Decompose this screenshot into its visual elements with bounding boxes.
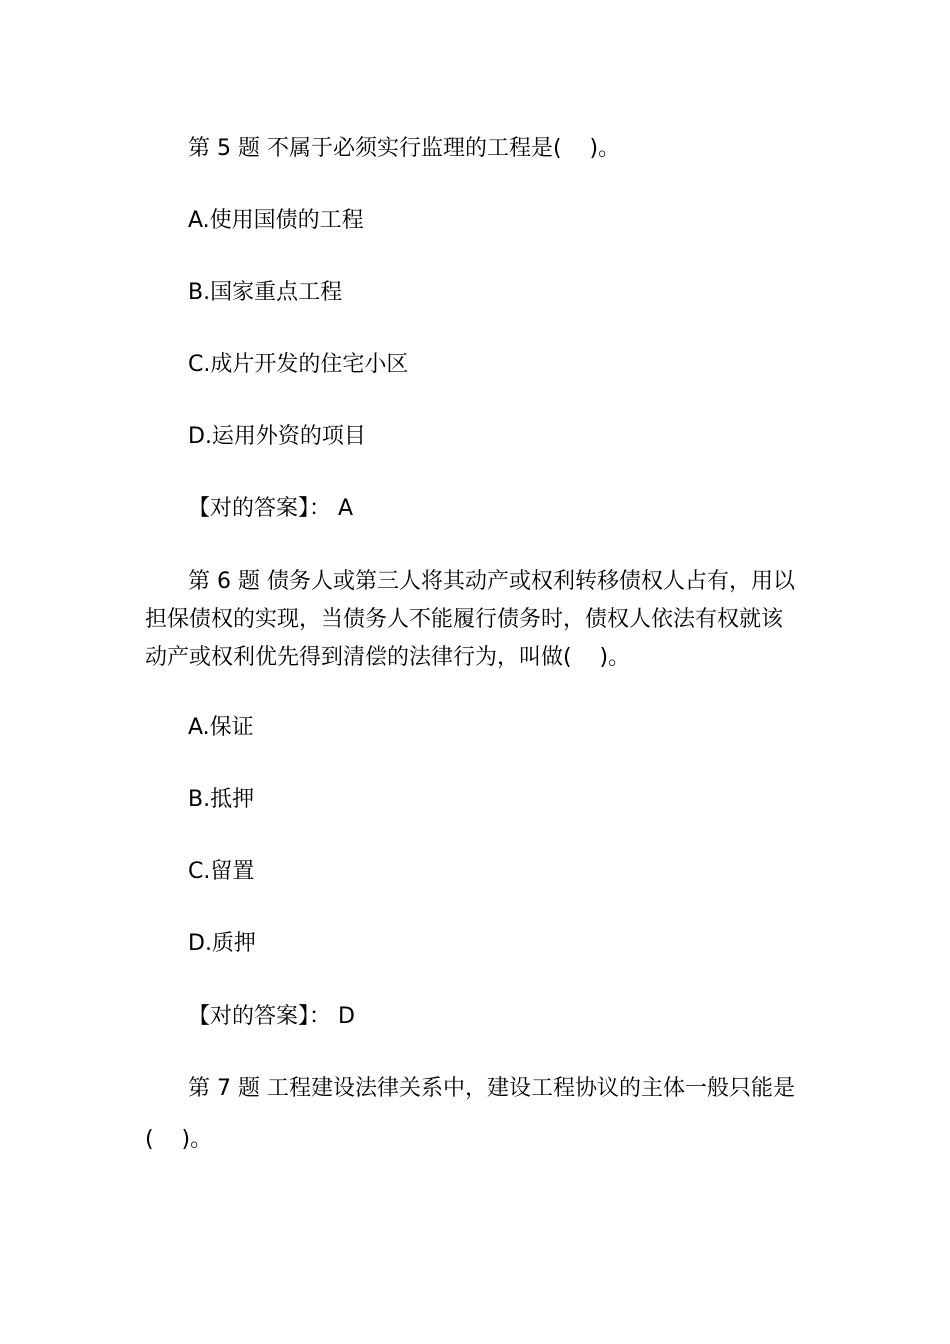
question-7-stem-line-1: 第 7 题 工程建设法律关系中，建设工程协议的主体一般只能是 — [188, 1076, 795, 1101]
question-6-answer: 【对的答案】： D — [188, 1004, 355, 1029]
question-5-option-d: D.运用外资的项目 — [188, 424, 366, 449]
question-6-option-a: A.保证 — [188, 715, 254, 740]
question-6-option-d: D.质押 — [188, 931, 256, 956]
question-6-option-c: C.留置 — [188, 859, 255, 884]
question-5-option-c: C.成片开发的住宅小区 — [188, 352, 409, 377]
question-5-option-b: B.国家重点工程 — [188, 280, 343, 305]
question-5-option-a: A.使用国债的工程 — [188, 208, 364, 233]
question-5-stem: 第 5 题 不属于必须实行监理的工程是( )。 — [188, 136, 621, 161]
question-6-stem-line-3: 动产或权利优先得到清偿的法律行为，叫做( )。 — [145, 645, 631, 670]
question-6-option-b: B.抵押 — [188, 787, 255, 812]
question-5-answer: 【对的答案】： A — [188, 496, 354, 521]
question-6-stem-line-2: 担保债权的实现，当债务人不能履行债务时，债权人依法有权就该 — [145, 607, 784, 632]
question-6-stem-line-1: 第 6 题 债务人或第三人将其动产或权利转移债权人占有，用以 — [188, 569, 795, 594]
question-7-stem-line-2: ( )。 — [145, 1127, 213, 1152]
